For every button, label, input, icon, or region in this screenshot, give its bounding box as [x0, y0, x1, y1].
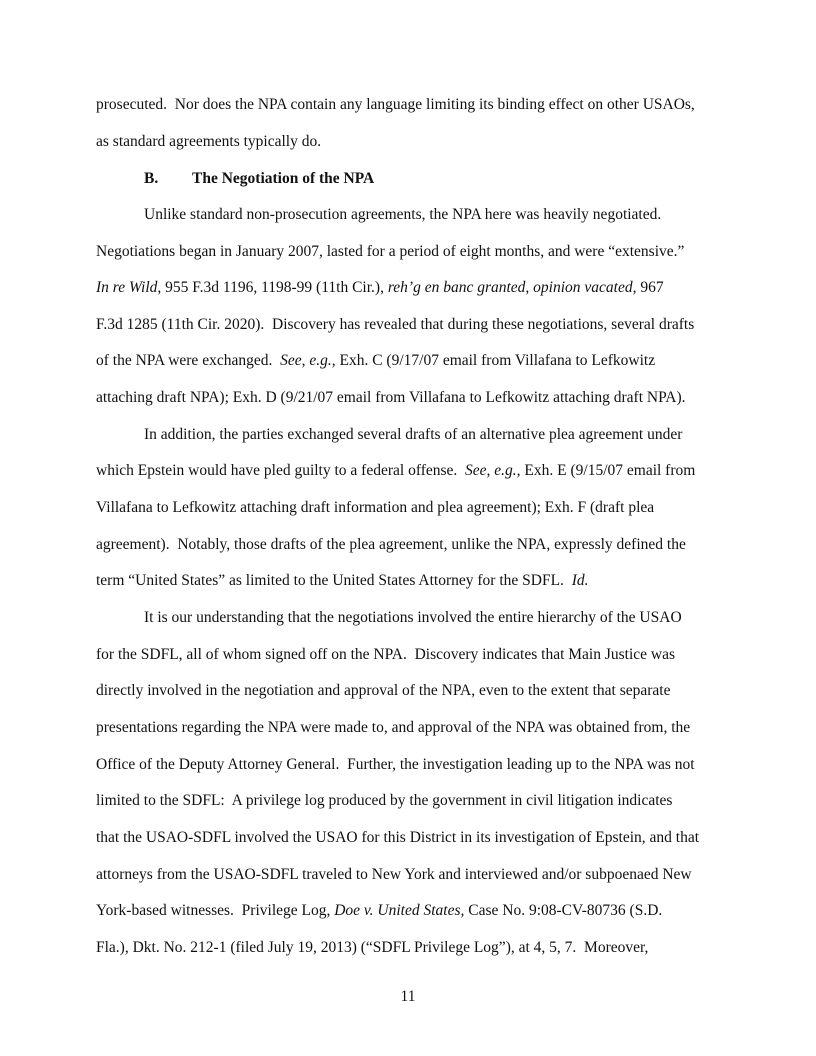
p3-line-5 [96, 572, 588, 590]
text-span: Exh. E (9/15/07 email from [520, 462, 696, 479]
p4-line-5: Office of the Deputy Attorney General. Further, the investigation leading up to the NPA was not [96, 756, 695, 773]
p4-line-1: It is our understanding that the negotiations involved the entire hierarchy of the USAO [144, 609, 682, 626]
p2-line-1: Unlike standard non-prosecution agreements, the NPA here was heavily negotiated. [144, 206, 662, 223]
p4-line-9 [96, 902, 662, 920]
p2-line-5 [96, 352, 655, 370]
signal-see-eg: See, e.g., [280, 352, 336, 369]
p4-line-7: that the USAO-SDFL involved the USAO for this District in its investigation of Epstein, and that [96, 829, 700, 846]
signal-see-eg: See, e.g., [465, 462, 521, 479]
text-span: York-based witnesses. Privilege Log, [96, 902, 335, 919]
signal-id: Id. [571, 572, 589, 589]
section-number: B. [144, 170, 159, 187]
text-span: term “United States” as limited to the United States Attorney for the SDFL. [96, 572, 572, 589]
p4-line-8: attorneys from the USAO-SDFL traveled to New York and interviewed and/or subpoenaed New [96, 866, 692, 883]
p4-line-6: limited to the SDFL: A privilege log produced by the government in civil litigation indicates [96, 792, 673, 809]
case-name-doe-v-united-states: Doe v. United States, [334, 902, 465, 919]
p3-line-3: Villafana to Lefkowitz attaching draft information and plea agreement); Exh. F (draft plea [96, 499, 655, 516]
p3-line-4: agreement). Notably, those drafts of the plea agreement, unlike the NPA, expressly defined the [96, 536, 686, 553]
p2-line-6: attaching draft NPA); Exh. D (9/21/07 email from Villafana to Lefkowitz attaching draft NPA). [96, 389, 686, 406]
citation-text: 955 F.3d 1196, 1198-99 (11th Cir.), [161, 279, 388, 296]
text-span: of the NPA were exchanged. [96, 352, 281, 369]
text-span: Case No. 9:08-CV-80736 (S.D. [464, 902, 663, 919]
p1-line-1: prosecuted. Nor does the NPA contain any language limiting its binding effect on other USAOs, [96, 96, 695, 113]
text-span: Exh. C (9/17/07 email from Villafana to Lefkowitz [335, 352, 656, 369]
section-heading [144, 170, 374, 188]
section-title: The Negotiation of the NPA [192, 170, 375, 187]
citation-volume: 967 [636, 279, 664, 296]
p3-line-1: In addition, the parties exchanged several drafts of an alternative plea agreement under [144, 426, 683, 443]
subsequent-history: reh’g en banc granted, opinion vacated, [387, 279, 637, 296]
page-number: 11 [400, 988, 416, 1005]
p4-line-4: presentations regarding the NPA were made to, and approval of the NPA was obtained from, the [96, 719, 691, 736]
p4-line-3: directly involved in the negotiation and approval of the NPA, even to the extent that separate [96, 682, 671, 699]
p3-line-2 [96, 462, 695, 480]
p2-line-4: F.3d 1285 (11th Cir. 2020). Discovery has revealed that during these negotiations, several drafts [96, 316, 695, 333]
p2-line-2: Negotiations began in January 2007, lasted for a period of eight months, and were “extensive.” [96, 243, 685, 260]
p4-line-2: for the SDFL, all of whom signed off on the NPA. Discovery indicates that Main Justice was [96, 646, 676, 663]
text-span: which Epstein would have pled guilty to a federal offense. [96, 462, 466, 479]
p2-line-3 [96, 279, 664, 297]
p4-line-10: Fla.), Dkt. No. 212-1 (filed July 19, 2013) (“SDFL Privilege Log”), at 4, 5, 7. Moreover, [96, 939, 649, 956]
p1-line-2: as standard agreements typically do. [96, 133, 322, 150]
case-name-in-re-wild: In re Wild, [96, 279, 162, 296]
